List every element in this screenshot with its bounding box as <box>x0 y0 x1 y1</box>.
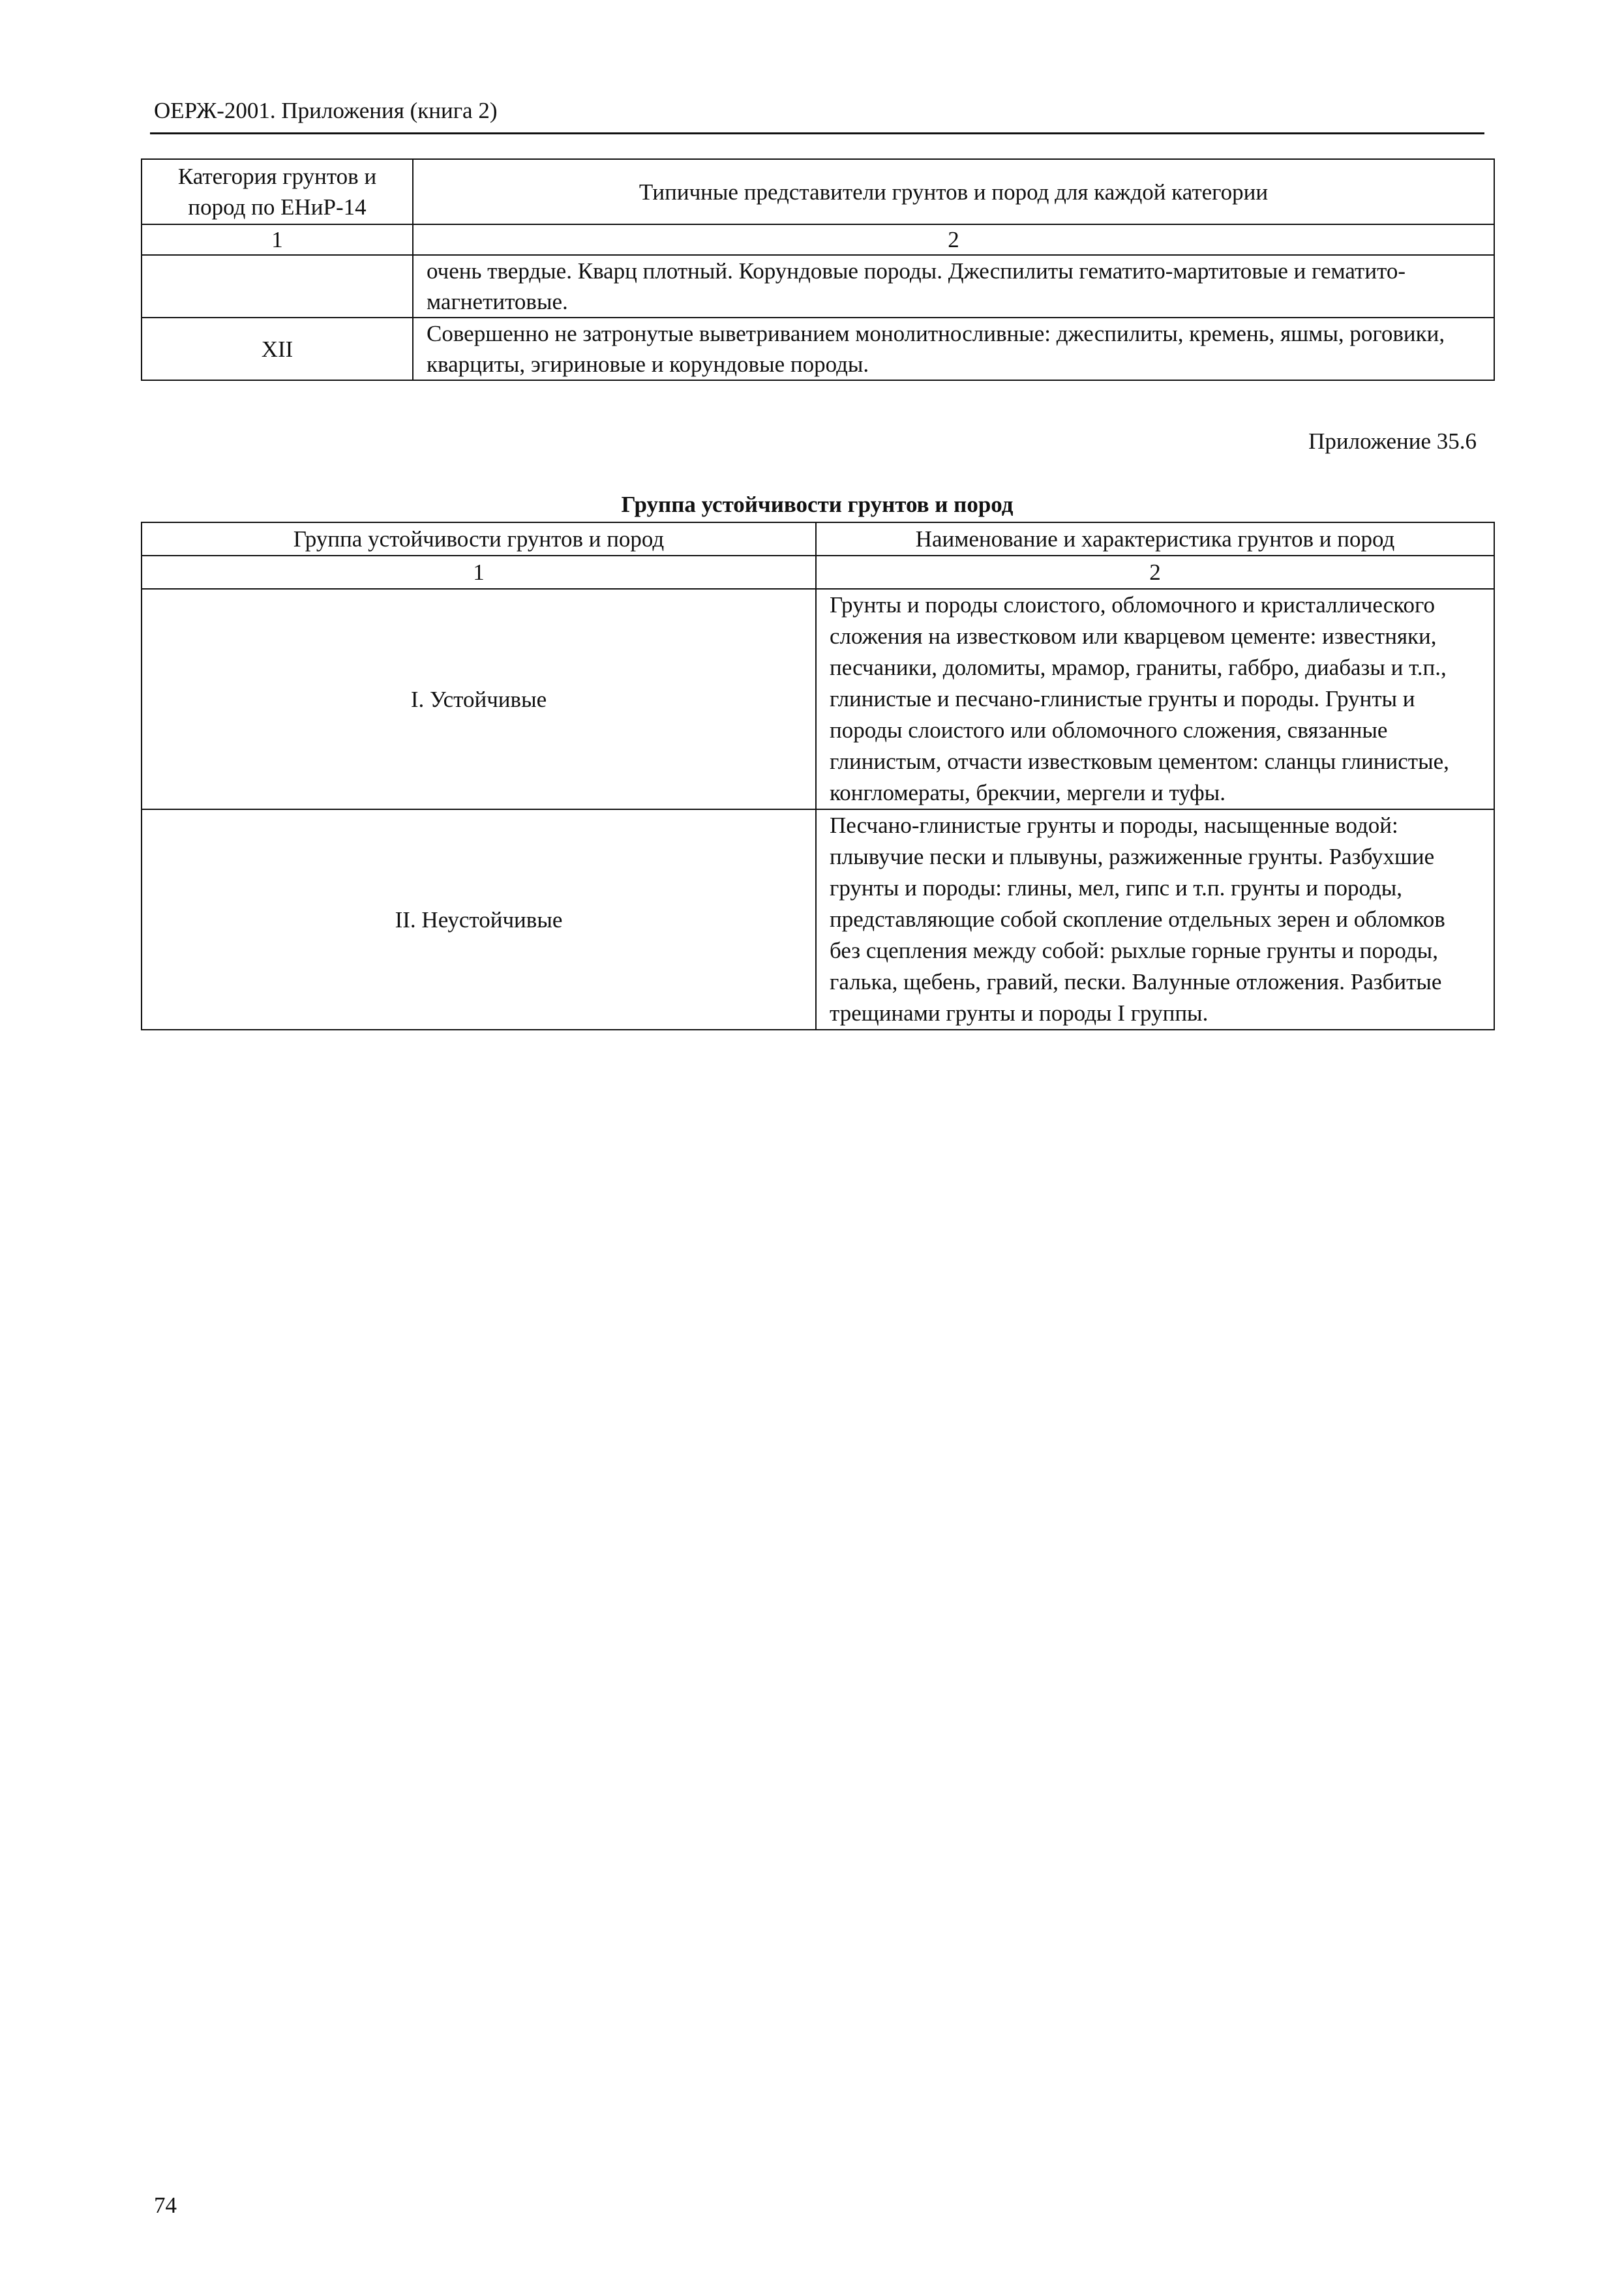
column-number-1: 1 <box>142 556 816 589</box>
appendix-label: Приложение 35.6 <box>1308 428 1477 454</box>
stability-groups-table <box>141 522 1495 1030</box>
header-rule <box>150 132 1484 134</box>
table-row <box>142 589 1494 809</box>
column-header-representatives: Типичные представители грунтов и пород для каждой категории <box>413 159 1494 224</box>
table-header-row <box>142 522 1494 556</box>
column-number-row <box>142 224 1494 255</box>
column-header-name: Наименование и характеристика грунтов и пород <box>816 522 1494 556</box>
column-number-1: 1 <box>142 224 413 255</box>
description-cell: Грунты и породы слоистого, обломочного и кристаллического сложения на известковом или кварцевом цементе: известняки, песчаники, доломиты, мрамор, граниты, габбро, диабазы и т.п., глинистые и песчано-глинистые грунты и породы. Грунты и породы слоистого или обломочного сложения, связанные глинистым, отчасти известковым цементом: сланцы глинистые, конгломераты, брекчии, мергели и туфы. <box>816 589 1494 809</box>
description-cell: Совершенно не затронутые выветриванием монолитносливные: джеспилиты, кремень, яшмы, роговики, кварциты, эгириновые и корундовые породы. <box>413 318 1494 380</box>
table-row <box>142 255 1494 318</box>
column-header-category <box>142 159 413 224</box>
column-header-group: Группа устойчивости грунтов и пород <box>142 522 816 556</box>
table-title: Группа устойчивости грунтов и пород <box>621 492 1014 517</box>
column-number-2: 2 <box>413 224 1494 255</box>
group-cell: I. Устойчивые <box>142 589 816 809</box>
table-row <box>142 318 1494 380</box>
column-header-category-text: Категория грунтов и пород по ЕНиР-14 <box>177 164 377 220</box>
running-header: ОЕРЖ-2001. Приложения (книга 2) <box>154 98 498 123</box>
column-number-2: 2 <box>816 556 1494 589</box>
table-header-row <box>142 159 1494 224</box>
column-number-row <box>142 556 1494 589</box>
category-cell: XII <box>142 318 413 380</box>
page-number: 74 <box>154 2192 177 2218</box>
group-cell: II. Неустойчивые <box>142 809 816 1030</box>
soil-categories-table <box>141 158 1495 381</box>
description-cell: очень твердые. Кварц плотный. Корундовые породы. Джеспилиты гематито-мартитовые и гематито-магнетитовые. <box>413 255 1494 318</box>
table-row <box>142 809 1494 1030</box>
category-cell <box>142 255 413 318</box>
description-cell: Песчано-глинистые грунты и породы, насыщенные водой: плывучие пески и плывуны, разжиженные грунты. Разбухшие грунты и породы: глины, мел, гипс и т.п. грунты и породы, представляющие собой скопление отдельных зерен и обломков без сцепления между собой: рыхлые горные грунты и породы, галька, щебень, гравий, пески. Валунные отложения. Разбитые трещинами грунты и породы I группы. <box>816 809 1494 1030</box>
